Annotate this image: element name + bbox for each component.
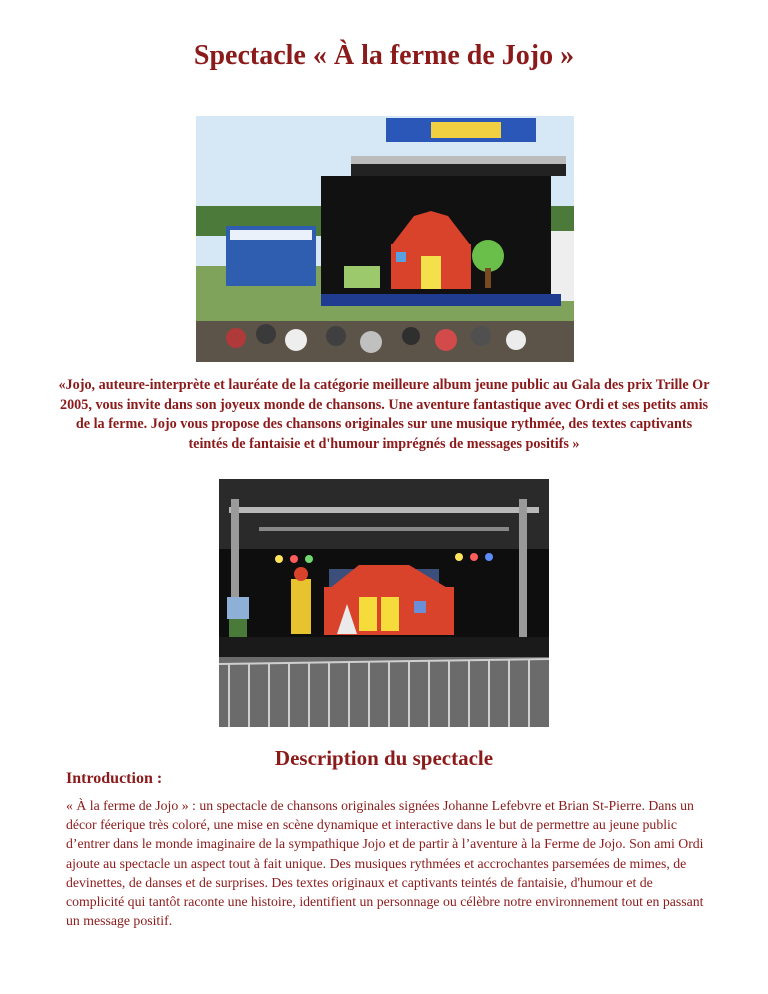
- outdoor-stage-photo: [196, 116, 574, 362]
- stage-performance-photo: [219, 479, 549, 727]
- section-heading: Description du spectacle: [274, 746, 494, 770]
- page-title: Spectacle « À la ferme de Jojo »: [193, 40, 575, 71]
- quote-text: «Jojo, auteure-interprète et lauréate de la catégorie meilleure album jeune public au Gala des prix Trille Or 2005, vous invite dans son joyeux monde de chansons. Une aventure fantastique avec Ordi et ses petits amis de la ferme. Jojo vous propose des chansons originales sur une musique rythmée, des textes captivants teintés de fantaisie et d'humour imprégnés de messages positifs »: [58, 377, 710, 452]
- description-paragraph: « À la ferme de Jojo » : un spectacle de chansons originales signées Johanne Lefebvre et Brian St-Pierre. Dans un décor féerique très coloré, une mise en scène dynamique et interactive dans le but de permettre au jeune public d’entrer dans le monde imaginaire de la sympathique Jojo et de partir à l’aventure à la Ferme de Jojo. Son ami Ordi ajoute au spectacle un aspect tout à fait unique. Des musiques rythmées et accrochantes parsemées de mimes, de devinettes, de danses et de surprises. Des textes originaux et captivants teintés de fantaisie, d'humour et de complicité qui tantôt raconte une histoire, identifient un personnage ou célèbre notre environnement tout en passant un message positif.: [66, 798, 704, 929]
- subheading: Introduction :: [66, 770, 163, 787]
